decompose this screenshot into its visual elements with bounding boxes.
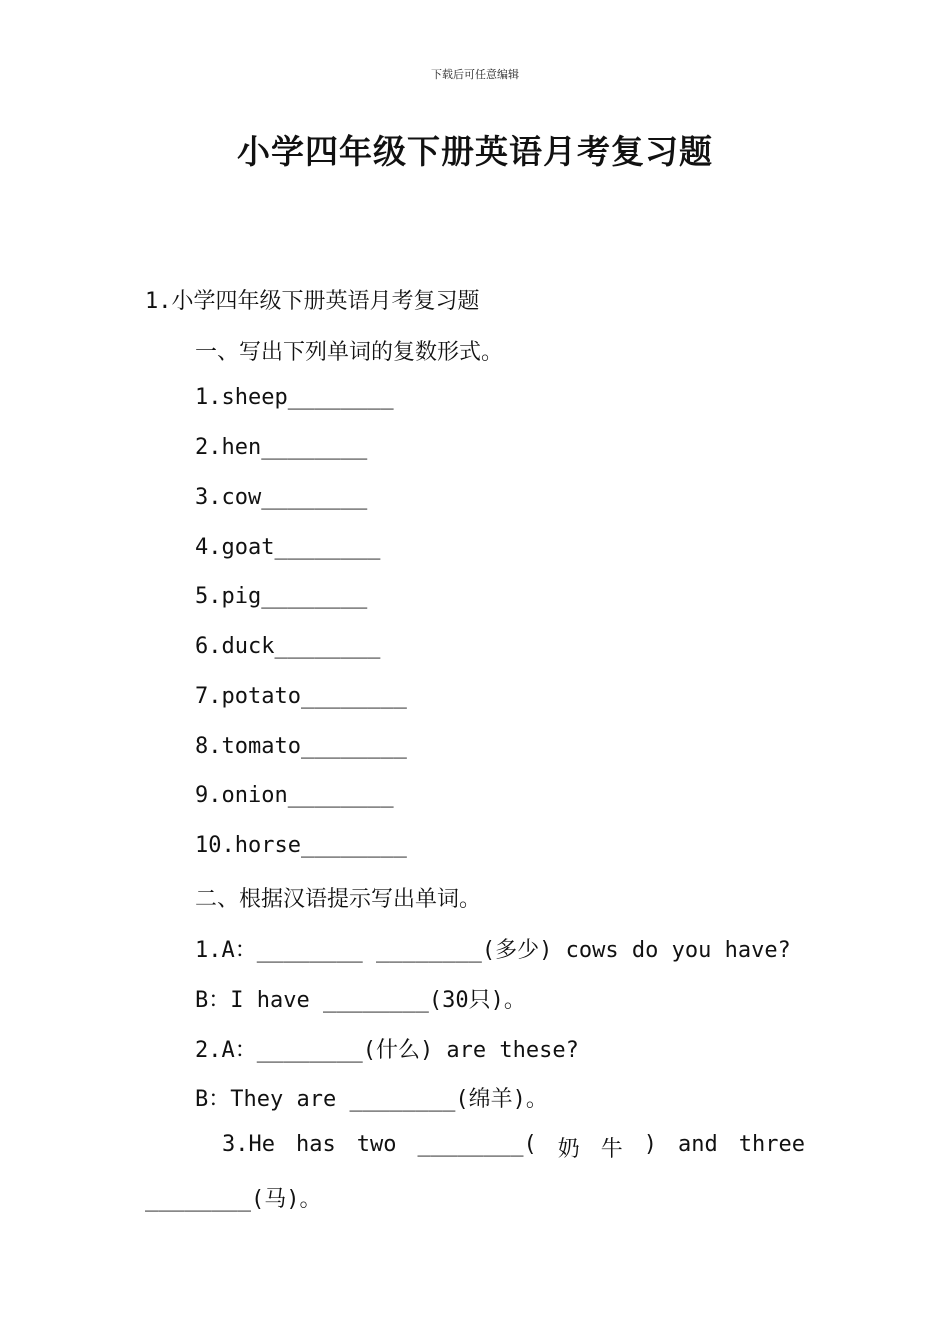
exercise-item: 5.pig________ (195, 584, 368, 609)
section2-heading: 二、根据汉语提示写出单词。 (195, 887, 482, 912)
exercise-item: 4.goat________ (195, 535, 381, 560)
exercise-item: 7.potato________ (195, 684, 407, 709)
exercise-line: 2.A：________(什么) are these? (195, 1038, 579, 1063)
section1-heading: 一、写出下列单词的复数形式。 (195, 340, 504, 365)
q3-word: and (677, 1132, 718, 1157)
exercise-item: 10.horse________ (195, 833, 407, 858)
q3-word: ________( (417, 1132, 537, 1157)
page-header: 下载后可任意编辑 (431, 68, 519, 81)
q3-word: has (295, 1132, 336, 1157)
q3-word: 奶 (557, 1137, 580, 1162)
q3-word: 3.He (222, 1132, 275, 1157)
q3-word: three (738, 1132, 805, 1157)
exercise-item: 3.cow________ (195, 485, 368, 510)
document-title: 小学四年级下册英语月考复习题 (237, 132, 713, 171)
question-3-line (222, 1132, 805, 1163)
exercise-line: B：I have ________(30只)。 (195, 988, 526, 1013)
exercise-item: 6.duck________ (195, 634, 381, 659)
section-subtitle: 1.小学四年级下册英语月考复习题 (145, 289, 480, 314)
exercise-item: 1.sheep________ (195, 385, 394, 410)
exercise-line: 1.A：________ ________(多少) cows do you have? (195, 938, 791, 963)
q3-word: 牛 (600, 1137, 623, 1162)
q3-word: ) (643, 1132, 657, 1157)
exercise-line: B：They are ________(绵羊)。 (195, 1087, 548, 1112)
exercise-item: 9.onion________ (195, 783, 394, 808)
exercise-item: 8.tomato________ (195, 734, 407, 759)
q3-word: two (356, 1132, 397, 1157)
exercise-item: 2.hen________ (195, 435, 368, 460)
question-3-continuation: ________(马)。 (145, 1187, 322, 1212)
